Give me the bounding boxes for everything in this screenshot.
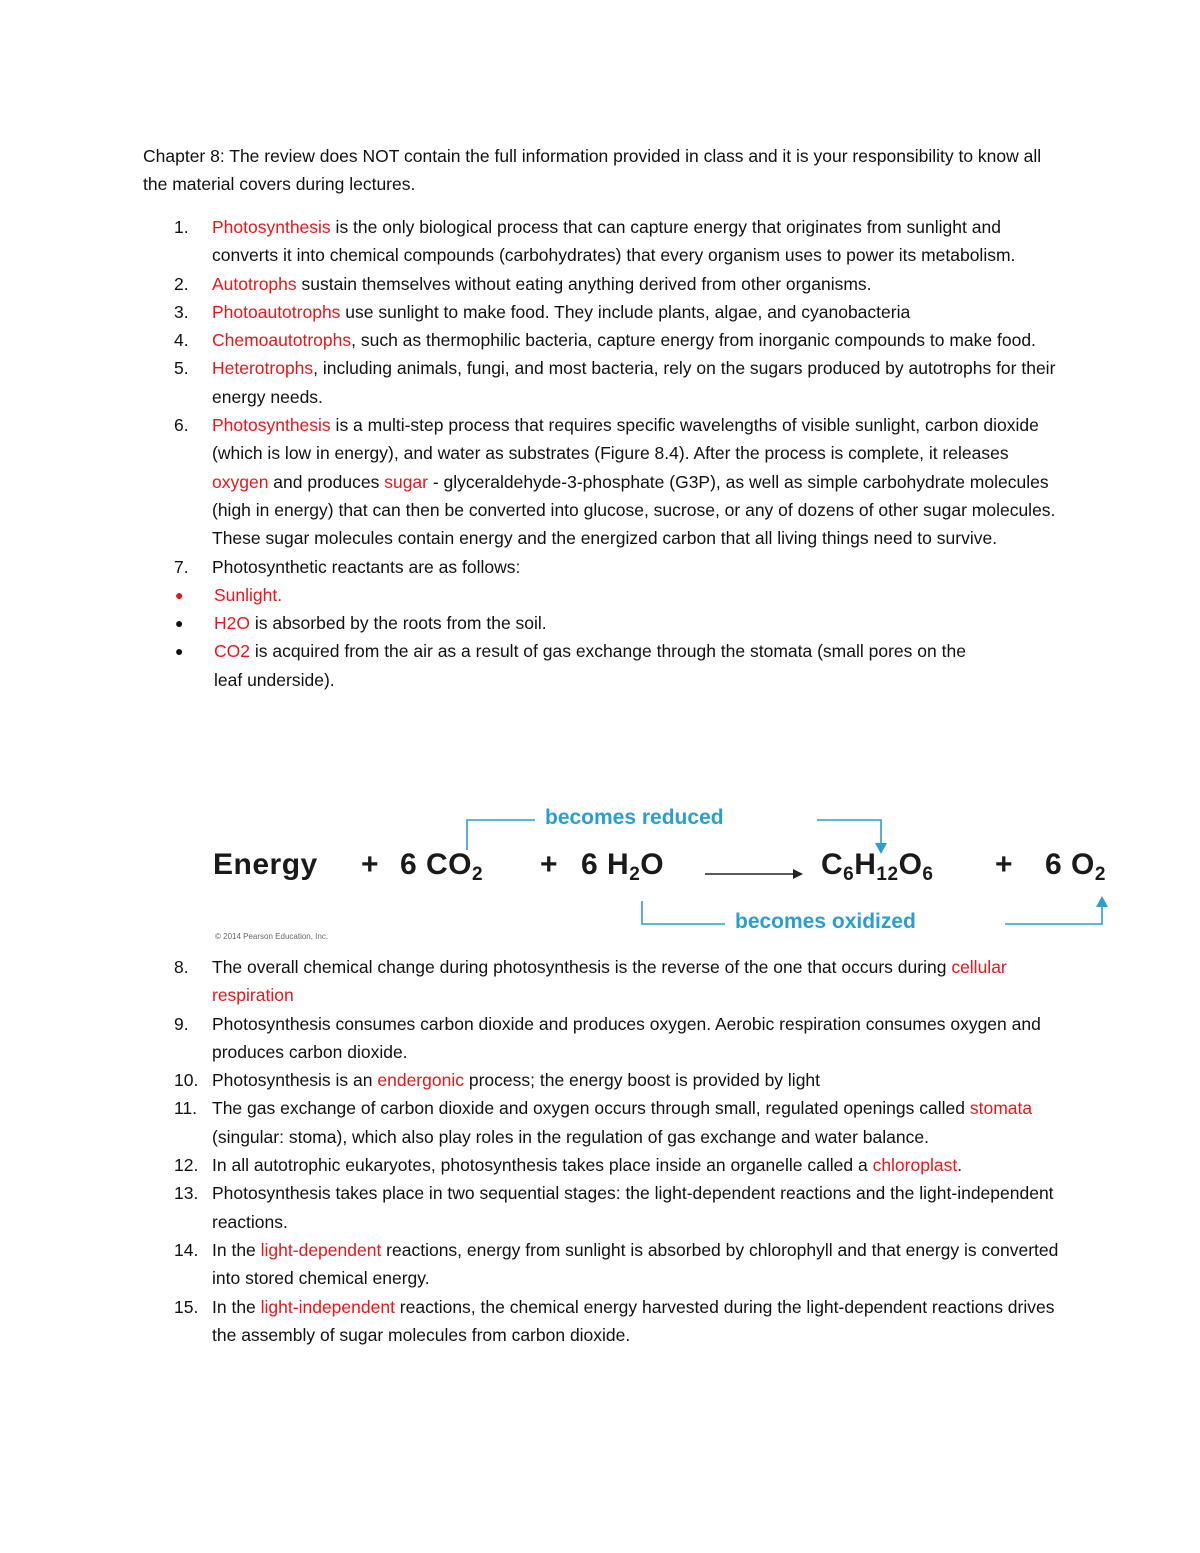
glucose-c: C — [821, 848, 844, 881]
item-text: use sunlight to make food. They include plants, algae, and cyanobacteria — [340, 301, 911, 322]
o2-coef: 6 O — [1045, 848, 1095, 881]
term-highlight: oxygen — [212, 471, 269, 492]
oxidized-bracket-right — [1005, 900, 1102, 924]
item-text: reactions, energy from sunlight is absorbed by chlorophyll and that energy is converted into stored chemical energy. — [212, 1239, 1059, 1289]
list-item — [143, 354, 1062, 411]
oxidized-arrowhead-icon — [1096, 896, 1108, 907]
bullet-item — [143, 581, 974, 609]
item-number: 11. — [174, 1098, 198, 1119]
glucose-h: H — [854, 848, 877, 881]
review-list-top — [143, 213, 1083, 694]
h2o-coef: 6 H — [581, 848, 630, 881]
list-item — [143, 1293, 1062, 1350]
term-highlight: stomata — [969, 1098, 1033, 1119]
list-item — [143, 298, 1062, 326]
list-item — [143, 213, 1062, 270]
energy-term: Energy — [213, 848, 318, 881]
item-text: (singular: stoma), which also play roles in the regulation of gas exchange and water balance. — [212, 1126, 929, 1147]
item-text: is absorbed by the roots from the soil. — [249, 613, 547, 634]
term-highlight: light-dependent — [260, 1239, 382, 1260]
item-number: 8. — [174, 957, 189, 977]
list-item — [143, 1236, 1062, 1293]
item-text: , such as thermophilic bacteria, capture energy from inorganic compounds to make food. — [351, 330, 1036, 351]
item-text: In the — [212, 1239, 261, 1260]
item-text: Photosynthesis consumes carbon dioxide and produces oxygen. Aerobic respiration consumes oxygen and produces carbon dioxide. — [212, 1013, 1041, 1062]
term-highlight: chloroplast — [872, 1155, 958, 1176]
list-item — [143, 1010, 1062, 1067]
bullet-dot-icon: ● — [175, 586, 184, 603]
term-highlight: Sunlight. — [214, 584, 283, 605]
h2o-sub: 2 — [629, 864, 641, 885]
list-item — [143, 1066, 1062, 1094]
item-text: In all autotrophic eukaryotes, photosynthesis takes place inside an organelle called a — [212, 1155, 873, 1176]
item-text: Photosynthesis takes place in two sequential stages: the light-dependent reactions and the light-independent reactions. — [212, 1183, 1054, 1232]
term-highlight: cellular respiration — [212, 957, 1007, 1006]
list-item — [143, 326, 1062, 354]
item-number: 10. — [174, 1070, 199, 1091]
term-highlight: Photosynthesis — [212, 217, 331, 237]
reaction-arrow-icon — [793, 869, 803, 879]
co2-sub: 2 — [472, 864, 484, 885]
item-text: . — [957, 1155, 963, 1176]
item-text: Photosynthesis is an — [212, 1070, 378, 1091]
term-highlight: CO2 — [214, 641, 250, 662]
term-highlight: Photosynthesis — [212, 415, 331, 436]
o2-term — [1045, 848, 1106, 886]
becomes-oxidized-label: becomes oxidized — [735, 910, 916, 933]
item-text: is a multi-step process that requires specific wavelengths of visible sunlight, carbon dioxide (which is low in energy), and water as substrates (Figure 8.4). After the process is complete, it releases — [212, 415, 1039, 464]
item-text: is the only biological process that can capture energy that originates from sunlight and converts it into chemical compounds (carbohydrates) that every organism uses to power its metabolism. — [212, 217, 1016, 266]
item-text: reactions, the chemical energy harvested during the light-dependent reactions drives the assembly of sugar molecules from carbon dioxide. — [212, 1296, 1055, 1345]
item-text: and produces — [268, 471, 385, 492]
item-text: The gas exchange of carbon dioxide and oxygen occurs through small, regulated openings called — [212, 1098, 970, 1119]
item-text: sustain themselves without eating anything derived from other organisms. — [296, 273, 872, 294]
item-number: 13. — [174, 1183, 199, 1204]
chapter-label: Chapter 8: — [143, 146, 225, 166]
item-number: 2. — [174, 273, 189, 294]
item-number: 15. — [174, 1296, 199, 1317]
item-text: is acquired from the air as a result of gas exchange through the stomata (small pores on the leaf underside). — [214, 641, 966, 690]
item-number: 9. — [174, 1013, 189, 1034]
term-highlight: Chemoautotrophs — [212, 330, 352, 351]
glucose-o: O — [898, 848, 923, 881]
item-number: 14. — [174, 1239, 199, 1260]
copyright-note: © 2014 Pearson Education, Inc. — [215, 932, 329, 941]
bullet-item — [143, 637, 974, 694]
term-highlight: Photoautotrophs — [212, 301, 341, 322]
list-item — [143, 553, 1062, 581]
intro-paragraph — [143, 142, 1043, 199]
term-highlight: endergonic — [377, 1070, 464, 1091]
item-text: Photosynthetic reactants are as follows: — [212, 556, 521, 577]
photosynthesis-equation — [205, 800, 1145, 950]
review-list-bottom — [143, 953, 1083, 1349]
h2o-term — [581, 848, 664, 886]
item-number: 5. — [174, 358, 189, 379]
bullet-item — [143, 609, 974, 637]
oxidized-bracket-left — [642, 901, 725, 924]
co2-term — [400, 848, 483, 886]
glucose-term — [821, 848, 933, 886]
bullet-dot-icon: ● — [175, 615, 184, 632]
plus-sign: + — [540, 848, 559, 881]
plus-sign: + — [995, 848, 1014, 881]
item-number: 4. — [174, 330, 189, 351]
list-item — [143, 270, 1062, 298]
glucose-c-sub: 6 — [843, 864, 855, 885]
o2-sub: 2 — [1094, 864, 1106, 885]
term-highlight: sugar — [384, 471, 428, 492]
list-item — [143, 1179, 1062, 1236]
reactant-bullets — [143, 581, 1083, 694]
item-number: 1. — [174, 217, 189, 237]
term-highlight: H2O — [214, 613, 250, 634]
list-item — [143, 1094, 1062, 1151]
item-text: process; the energy boost is provided by light — [463, 1070, 821, 1091]
term-highlight: Autotrophs — [212, 273, 297, 294]
item-number: 3. — [174, 301, 189, 322]
item-text: The overall chemical change during photosynthesis is the reverse of the one that occurs during — [212, 957, 952, 977]
item-text: In the — [212, 1296, 261, 1317]
glucose-o-sub: 6 — [922, 864, 934, 885]
item-number: 7. — [174, 556, 189, 577]
term-highlight: Heterotrophs — [212, 358, 314, 379]
item-number: 6. — [174, 415, 189, 436]
reduced-bracket-left — [467, 820, 535, 850]
bullet-dot-icon: ● — [175, 643, 184, 660]
list-item — [143, 953, 1062, 1010]
term-highlight: light-independent — [260, 1296, 395, 1317]
list-item — [143, 411, 1062, 552]
list-item — [143, 1151, 1062, 1179]
co2-coef: 6 CO — [400, 848, 473, 881]
becomes-reduced-label: becomes reduced — [545, 806, 724, 829]
h2o-end: O — [640, 848, 665, 881]
plus-sign: + — [361, 848, 380, 881]
glucose-h-sub: 12 — [876, 864, 899, 885]
intro-text: The review does NOT contain the full information provided in class and it is your responsibility to know all the material covers during lectures. — [143, 146, 1042, 195]
item-number: 12. — [174, 1155, 199, 1176]
item-text: , including animals, fungi, and most bacteria, rely on the sugars produced by autotrophs for their energy needs. — [212, 358, 1056, 407]
reduced-bracket-right — [817, 820, 881, 850]
item-text: - glyceraldehyde-3-phosphate (G3P), as well as simple carbohydrate molecules (high in energy) that can then be converted into glucose, sucrose, or any of dozens of other sugar molecules. These sugar molecules contain energy and the energized carbon that all living things need to survive. — [212, 471, 1056, 549]
